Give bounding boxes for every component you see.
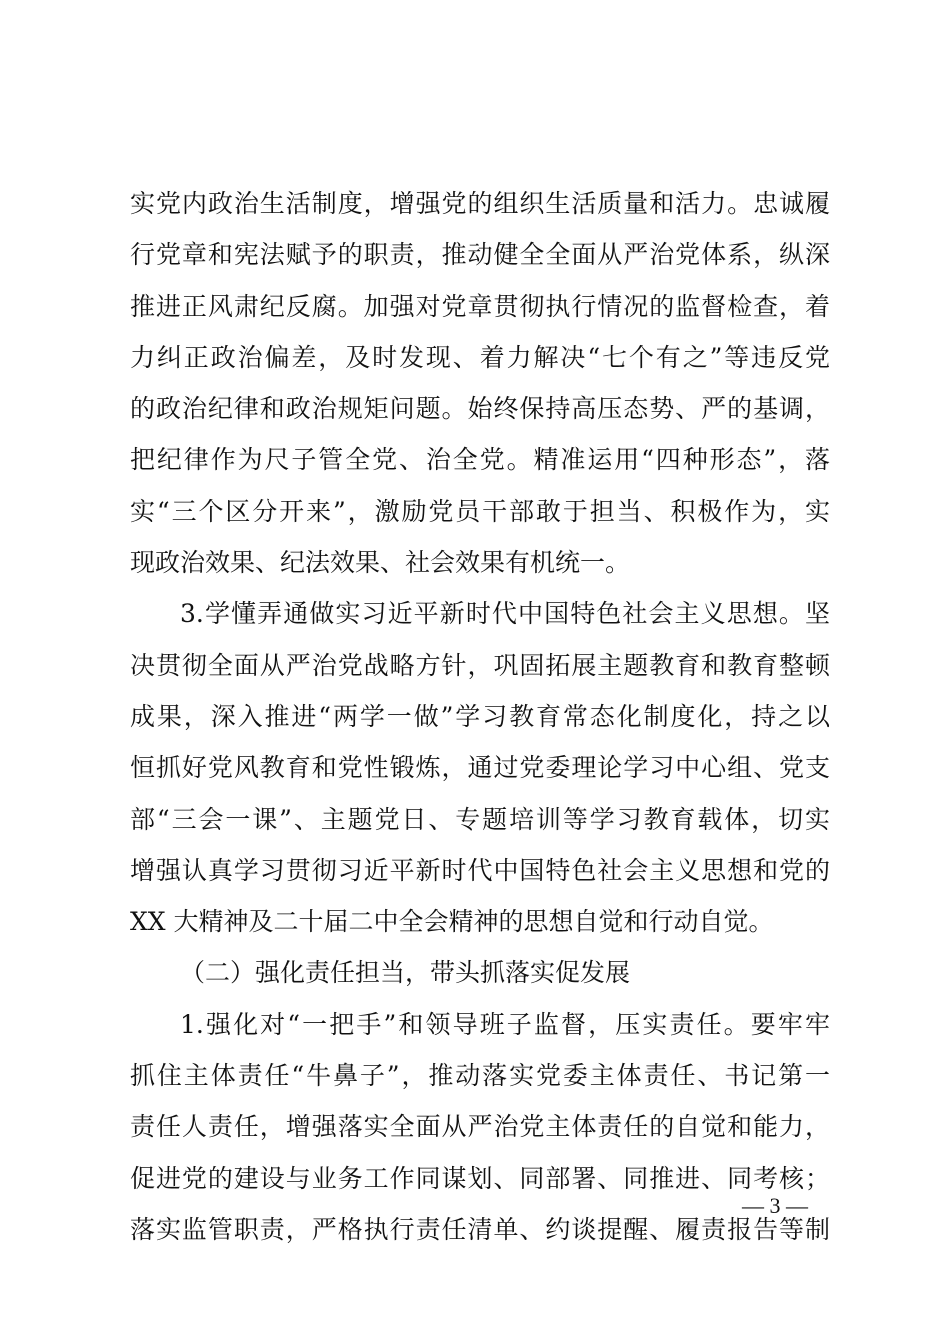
heading-text: （二）强化责任担当，带头抓落实促发展 bbox=[180, 958, 631, 988]
text-line: 促进党的建设与业务工作同谋划、同部署、同推进、同考核； bbox=[130, 1163, 830, 1193]
paragraph-supervision-discipline bbox=[130, 178, 830, 588]
text-line: 责任人责任，增强落实全面从严治党主体责任的自觉和能力， bbox=[130, 1112, 830, 1142]
text-line: 力纠正政治偏差，及时发现、着力解决“七个有之”等违反党 bbox=[130, 342, 830, 372]
text-line: 落实监管职责，严格执行责任清单、约谈提醒、履责报告等制 bbox=[130, 1214, 830, 1244]
text-line: 实“三个区分开来”，激励党员干部敢于担当、积极作为，实 bbox=[130, 496, 830, 526]
text-line: 把纪律作为尺子管全党、治全党。精准运用“四种形态”，落 bbox=[130, 445, 830, 475]
paragraph-item-1 bbox=[130, 999, 830, 1255]
text-line: 实党内政治生活制度，增强党的组织生活质量和活力。忠诚履 bbox=[130, 189, 830, 218]
paragraph-item-3 bbox=[130, 588, 830, 947]
text-line: XX 大精神及二十届二中全会精神的思想自觉和行动自觉。 bbox=[130, 907, 774, 937]
text-line: 增强认真学习贯彻习近平新时代中国特色社会主义思想和党的 bbox=[130, 855, 830, 885]
page-number: — 3 — bbox=[742, 1193, 808, 1218]
text-line: 成果，深入推进“两学一做”学习教育常态化制度化，持之以 bbox=[130, 701, 830, 731]
section-heading bbox=[130, 947, 830, 998]
text-line: 恒抓好党风教育和党性锻炼，通过党委理论学习中心组、党支 bbox=[130, 753, 830, 783]
document-body bbox=[130, 178, 830, 1255]
text-line: 1.强化对“一把手”和领导班子监督，压实责任。要牢牢 bbox=[180, 1009, 830, 1039]
text-line: 抓住主体责任“牛鼻子”，推动落实党委主体责任、书记第一 bbox=[130, 1061, 830, 1091]
text-line: 的政治纪律和政治规矩问题。始终保持高压态势、严的基调， bbox=[130, 394, 830, 424]
text-line: 3.学懂弄通做实习近平新时代中国特色社会主义思想。坚 bbox=[180, 599, 830, 629]
text-line: 现政治效果、纪法效果、社会效果有机统一。 bbox=[130, 548, 631, 578]
text-line: 推进正风肃纪反腐。加强对党章贯彻执行情况的监督检查，着 bbox=[130, 291, 830, 321]
text-line: 行党章和宪法赋予的职责，推动健全全面从严治党体系，纵深 bbox=[130, 240, 830, 270]
text-line: 部“三会一课”、主题党日、专题培训等学习教育载体，切实 bbox=[130, 804, 830, 834]
text-line: 决贯彻全面从严治党战略方针，巩固拓展主题教育和教育整顿 bbox=[130, 650, 830, 680]
